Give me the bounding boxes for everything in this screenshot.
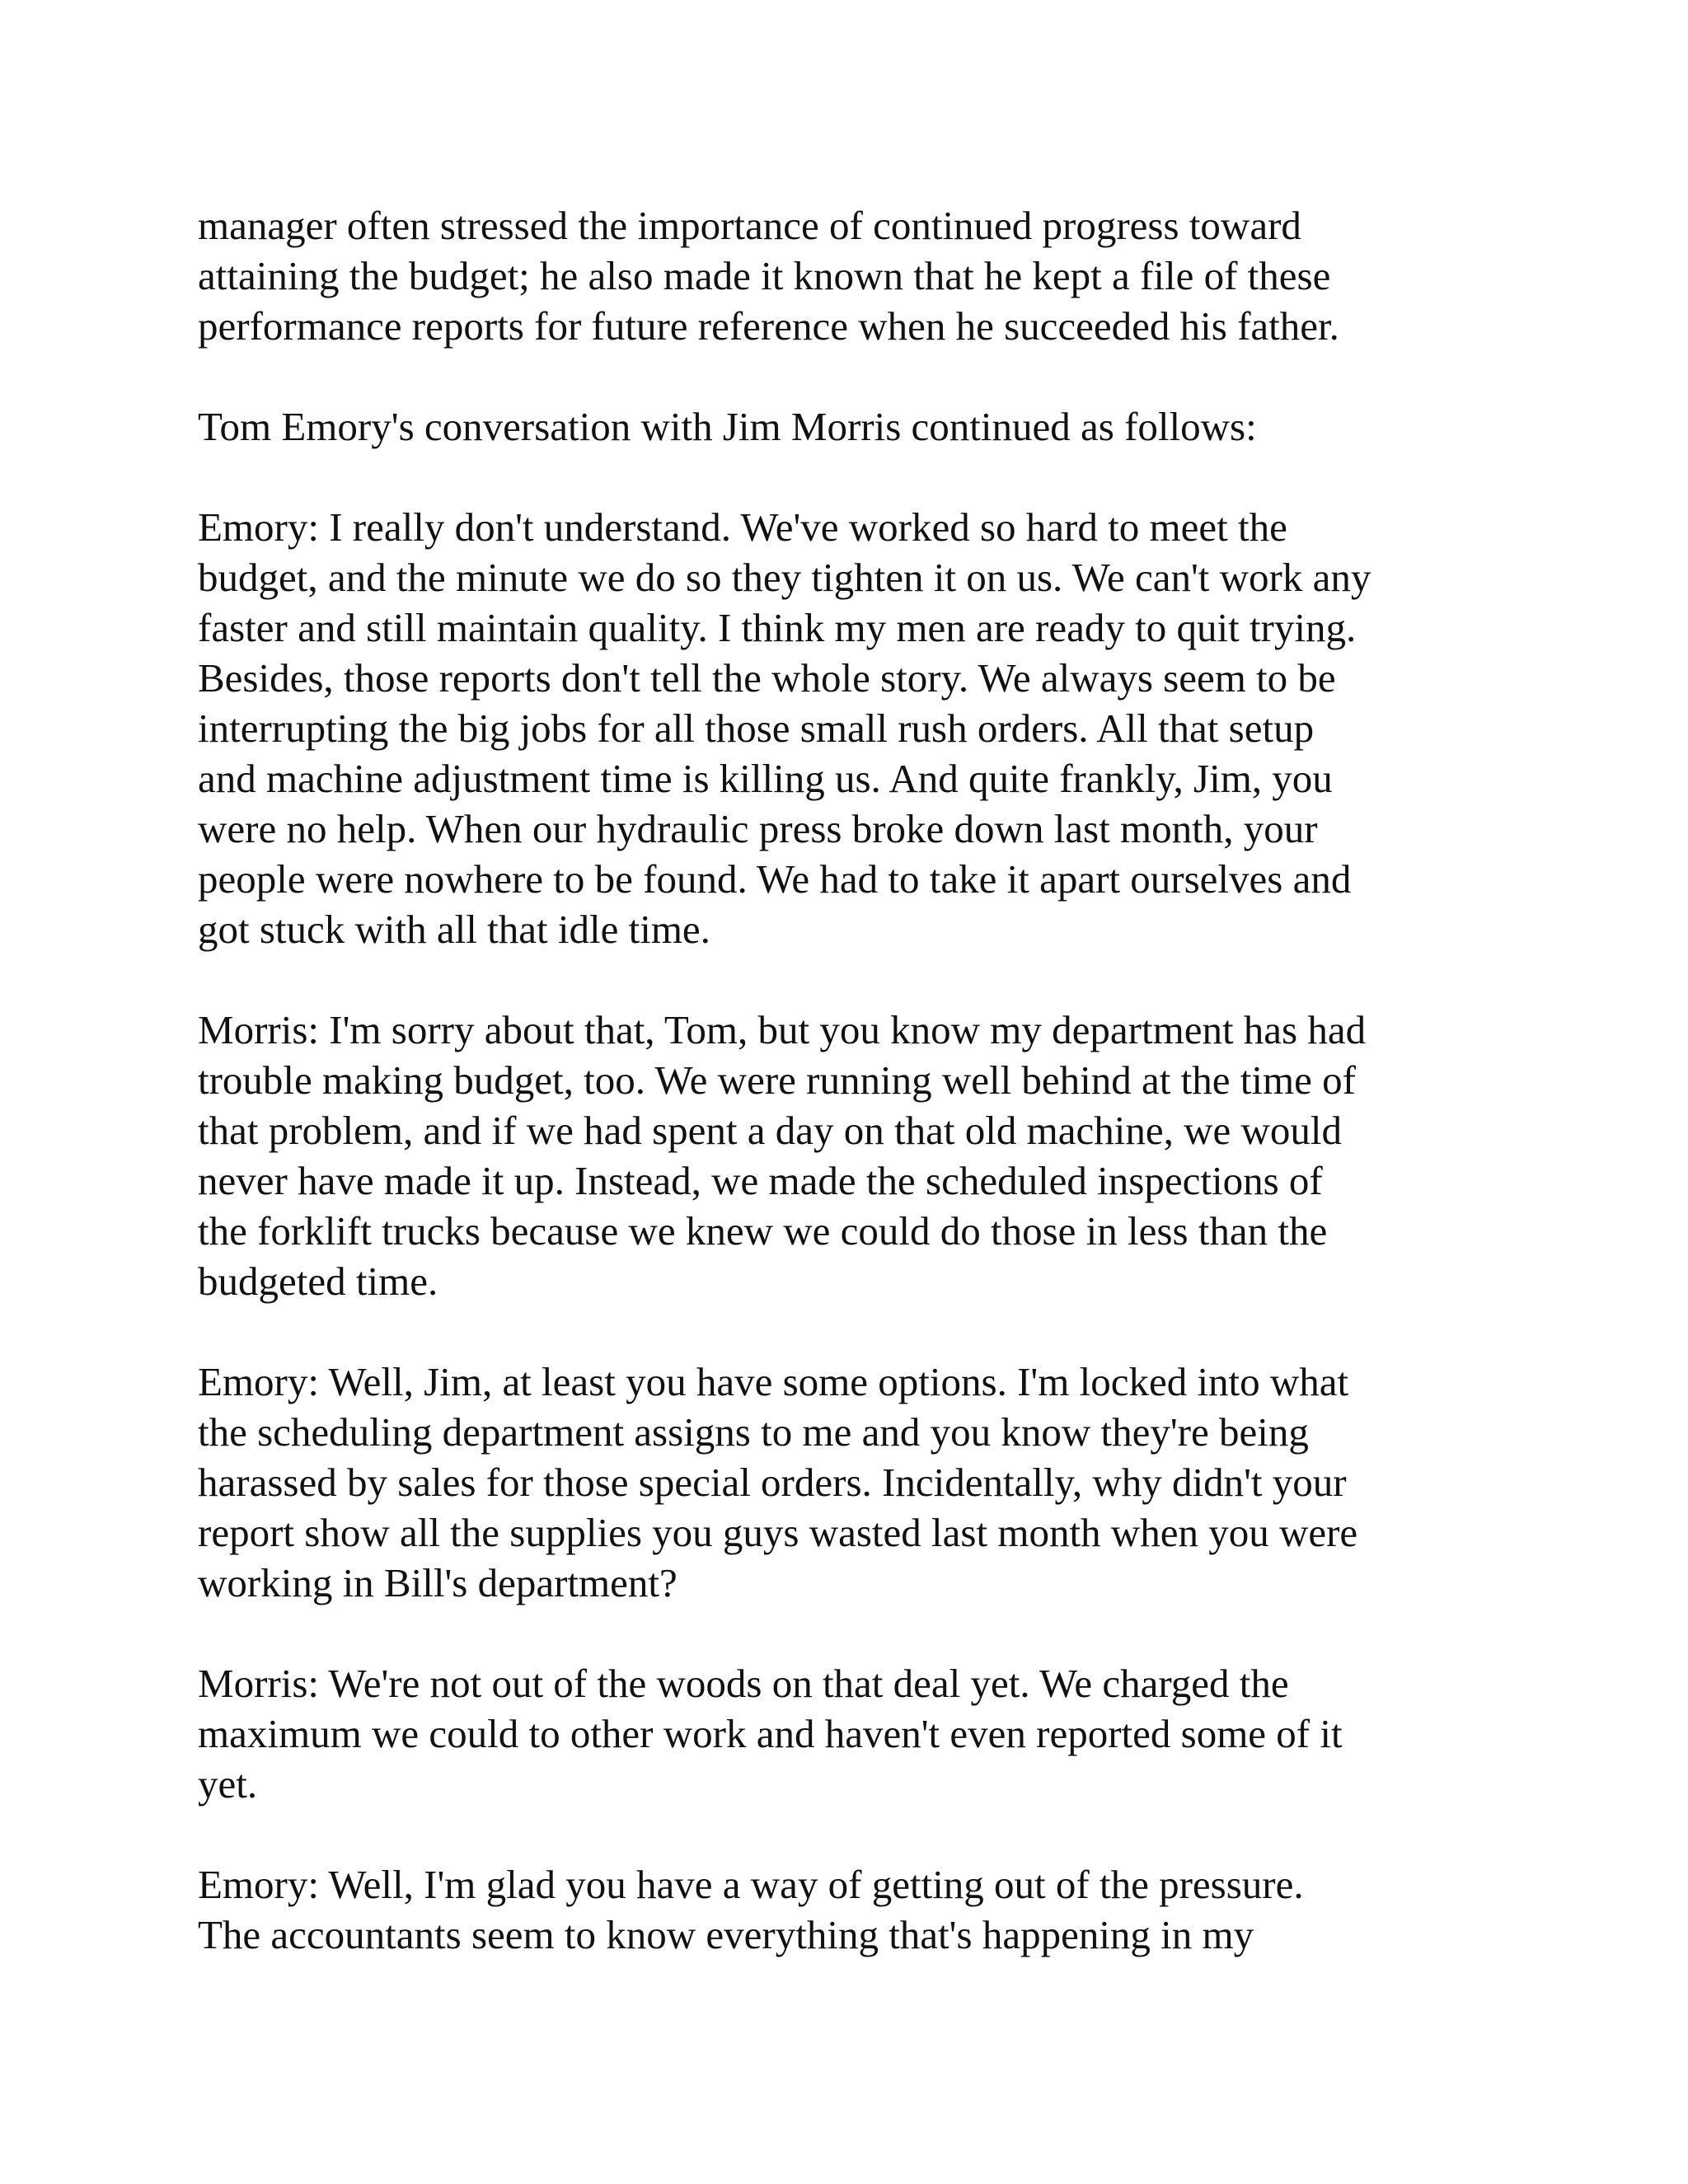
- text-line: Besides, those reports don't tell the whole story. We always seem to be: [198, 655, 1336, 701]
- text-line: Tom Emory's conversation with Jim Morris continued as follows:: [198, 404, 1257, 449]
- paragraph-morris-1: [198, 1005, 1517, 1306]
- text-line: maximum we could to other work and haven't even reported some of it: [198, 1711, 1343, 1756]
- paragraph-emory-1: [198, 502, 1517, 954]
- text-line: performance reports for future reference when he succeeded his father.: [198, 303, 1339, 349]
- text-line: The accountants seem to know everything that's happening in my: [198, 1912, 1254, 1957]
- paragraph-emory-2: [198, 1357, 1517, 1608]
- text-line: were no help. When our hydraulic press broke down last month, your: [198, 806, 1318, 851]
- text-line: the scheduling department assigns to me and you know they're being: [198, 1409, 1309, 1455]
- text-line: working in Bill's department?: [198, 1560, 678, 1605]
- text-line: Morris: We're not out of the woods on that deal yet. We charged the: [198, 1661, 1289, 1706]
- text-line: never have made it up. Instead, we made the scheduled inspections of: [198, 1158, 1323, 1203]
- text-line: harassed by sales for those special orders. Incidentally, why didn't your: [198, 1460, 1347, 1505]
- paragraph-intro: [198, 200, 1517, 351]
- text-line: report show all the supplies you guys wasted last month when you were: [198, 1510, 1358, 1555]
- text-line: Emory: Well, I'm glad you have a way of getting out of the pressure.: [198, 1862, 1304, 1907]
- text-line: got stuck with all that idle time.: [198, 907, 710, 952]
- text-line: manager often stressed the importance of continued progress toward: [198, 203, 1301, 248]
- text-line: the forklift trucks because we knew we could do those in less than the: [198, 1208, 1328, 1254]
- text-line: yet.: [198, 1761, 258, 1807]
- text-line: attaining the budget; he also made it known that he kept a file of these: [198, 253, 1331, 298]
- text-line: interrupting the big jobs for all those small rush orders. All that setup: [198, 705, 1315, 751]
- text-line: trouble making budget, too. We were running well behind at the time of: [198, 1057, 1356, 1103]
- text-line: and machine adjustment time is killing us. And quite frankly, Jim, you: [198, 756, 1333, 801]
- text-line: Emory: I really don't understand. We've worked so hard to meet the: [198, 504, 1287, 550]
- text-line: Morris: I'm sorry about that, Tom, but you know my department has had: [198, 1007, 1367, 1052]
- paragraph-emory-3: [198, 1859, 1517, 1960]
- document-body: [198, 200, 1517, 2010]
- paragraph-conversation-intro: [198, 401, 1517, 452]
- text-line: budget, and the minute we do so they tighten it on us. We can't work any: [198, 555, 1372, 600]
- text-line: budgeted time.: [198, 1258, 438, 1304]
- text-line: faster and still maintain quality. I think my men are ready to quit trying.: [198, 605, 1357, 650]
- text-line: that problem, and if we had spent a day on that old machine, we would: [198, 1108, 1342, 1153]
- paragraph-morris-2: [198, 1658, 1517, 1809]
- text-line: people were nowhere to be found. We had to take it apart ourselves and: [198, 856, 1352, 902]
- text-line: Emory: Well, Jim, at least you have some options. I'm locked into what: [198, 1359, 1349, 1404]
